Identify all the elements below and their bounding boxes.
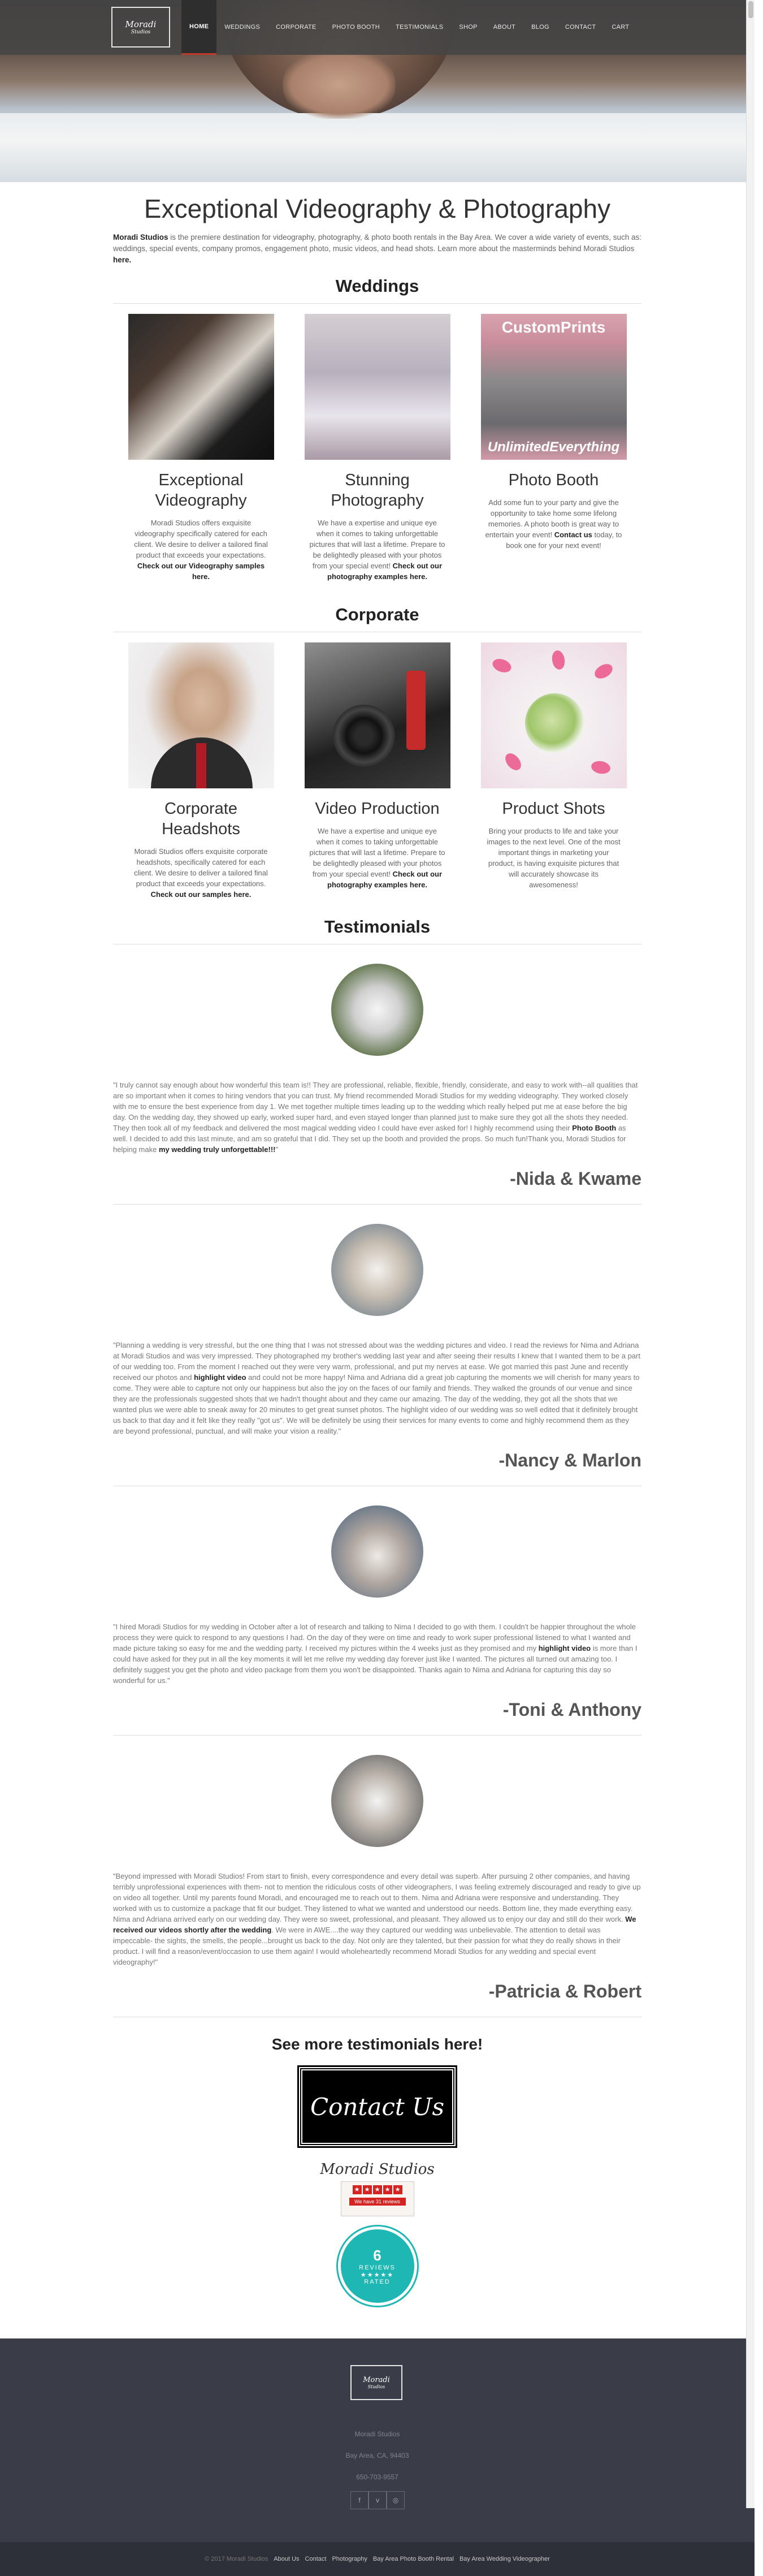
- card-text: Bring your products to life and take your images to the next level. One of the most important things in marketing your product, is having exquisite pictures that will accurately showcase its awesomeness!: [487, 827, 621, 889]
- weddings-cards: [113, 314, 641, 582]
- logo-text: Moradi: [125, 19, 157, 29]
- headshot-samples-link[interactable]: Check out our samples here.: [150, 890, 252, 899]
- hero-image-hands: [283, 51, 396, 119]
- footer-contact-info: [0, 2423, 755, 2488]
- site-logo[interactable]: [111, 7, 170, 48]
- footer-company: Moradi Studios: [354, 2430, 400, 2438]
- footer-logo-subtext: Studios: [367, 2384, 385, 2389]
- card-body-end: today, to book one for your next event!: [506, 530, 622, 550]
- footer-link-photography[interactable]: Photography: [332, 2556, 367, 2562]
- card-text: [300, 826, 455, 890]
- nav-corporate[interactable]: CORPORATE: [276, 24, 317, 31]
- testimonial-photo: [331, 964, 423, 1056]
- badge-rated: RATED: [364, 2279, 391, 2285]
- nav-home[interactable]: HOME: [181, 0, 216, 55]
- nav-testimonials[interactable]: TESTIMONIALS: [396, 24, 444, 31]
- card-product-shots: [476, 642, 631, 900]
- card-body: We have a expertise and unique eye when it comes to taking unforgettable pictures that will last a lifetime. Prepare to be delightedly pleased with your photos from your special event!: [309, 519, 445, 570]
- testimonial-photo: [331, 1755, 423, 1847]
- card-videography: [123, 314, 279, 582]
- badge-label: REVIEWS: [359, 2264, 396, 2271]
- card-photography: [300, 314, 455, 582]
- card-title: Exceptional Videography: [155, 471, 247, 510]
- yelp-review-badge[interactable]: [341, 2181, 414, 2216]
- headshot-image[interactable]: [128, 642, 274, 788]
- testimonial: [113, 1505, 641, 1736]
- intro-here-link[interactable]: here.: [113, 256, 132, 264]
- testimonial: [113, 1755, 641, 2017]
- page-title: Exceptional Videography & Photography: [144, 194, 611, 223]
- testimonial-author: -Nida & Kwame: [510, 1168, 641, 1189]
- card-body: Add some fun to your party and give the opportunity to take home some lifelong memories. A photo booth is great way to entertain your event!: [485, 498, 619, 539]
- review-logo: [113, 2161, 641, 2178]
- footer-link-videographer[interactable]: Bay Area Wedding Videographer: [459, 2556, 550, 2562]
- scrollbar-thumb[interactable]: [748, 1, 753, 18]
- testimonial-quote: "I truly cannot say enough about how wonderful this team is!! They are professional, reliable, flexible, friendly, considerate, and easy to work with--all qualities that are so important when it comes to hiring vendors that you can trust. My friend recommended Moradi Studios for my wedding videography. They worked closely with me to ensure the best experience from day 1. We met together multiple times leading up to the wedding which really helped put me at ease before the big day. On the wedding day, they showed up early, worked super hard, and even stayed longer than planned just to make sure they got all the shots they needed. They then took all of my feedback and delivered the most magical wedding video I could have ever asked for! I highly recommend using their Photo Booth as well. I decided to add this last minute, and am so grateful that I did. They set up the booth and provided the props. So much fun!Thank you, Moradi Studios for helping make my wedding truly unforgettable!!!": [113, 1081, 638, 1154]
- camera-image[interactable]: [305, 642, 450, 788]
- card-text: [300, 517, 455, 582]
- testimonial-author: -Patricia & Robert: [488, 1981, 641, 2001]
- hero-banner: [0, 0, 755, 182]
- testimonial: [113, 1224, 641, 1486]
- badge-stars-icon: ★★★★★: [360, 2272, 394, 2279]
- star-rating-icon: ★ ★ ★ ★ ★: [341, 2185, 414, 2194]
- footer-logo-text: Moradi: [363, 2376, 390, 2384]
- testimonials-heading: Testimonials: [113, 917, 641, 944]
- contact-us-button[interactable]: Contact Us: [299, 2067, 456, 2146]
- photography-examples-link[interactable]: Check out our photography examples here.: [327, 562, 443, 581]
- testimonial-photo: [331, 1505, 423, 1598]
- yelp-review-count: We have 31 reviews: [349, 2198, 406, 2206]
- card-body: We have a expertise and unique eye when it comes to taking unforgettable pictures that will last a lifetime. Prepare to be delightedly pleased with your photos from your special event!: [309, 827, 445, 878]
- testimonial-author: -Toni & Anthony: [502, 1699, 641, 1720]
- card-text: [476, 497, 631, 551]
- videography-image[interactable]: [128, 314, 274, 460]
- contact-us-link[interactable]: Contact us: [554, 530, 592, 539]
- more-testimonials-link[interactable]: See more testimonials here!: [271, 2035, 483, 2053]
- card-title: Product Shots: [502, 800, 605, 818]
- social-links: [350, 2491, 405, 2509]
- card-title: Stunning Photography: [331, 471, 424, 510]
- card-title: Photo Booth: [508, 471, 599, 489]
- logo-subtext: Studios: [131, 29, 151, 35]
- testimonial-quote: "Beyond impressed with Moradi Studios! From start to finish, every correspondence and every detail was superb. After pursuing 2 other companies, and having terribly unprofessional experiences with them- not to mention the ridiculous costs of other videographers, I was feeling extremely discouraged and ready to give up on video all together. Until my parents found Moradi, and encouraged me to reach out to them. Nima and Adriana were responsive and understanding. They worked with us to customize a package that fit our budget. They listened to what we wanted and understood our needs. Bottom line, they made everything easy. Nima and Adriana arrived early on our wedding day. They were so sweet, professional, and pleasant. They allowed us to enjoy our day and still do their work. We received our videos shortly after the wedding. We were in AWE....the way they captured our wedding was unbelievable. The attention to detail was impeccable- the sights, the smells, the people...brought us back to the day. Not only are they talented, but their passion for what they do really shows in their product. I will find a reason/event/occasion to use them again! I would wholeheartedly recommend Moradi Studios for any wedding and special event videography!": [113, 1872, 641, 1966]
- testimonial-quote: "I hired Moradi Studios for my wedding in October after a lot of research and talking to Nima I decided to go with them. I couldn't be happier throughout the whole process they were quick to respond to any questions I had. On the day of they were on time and ready to work super professional listened to what I wanted and made picture taking so easy for me and the wedding party. I received my pictures within the 4 weeks just as they promised and my highlight video is more than I could have asked for they put in all the key moments it will let me relive my wedding day forever just like I wanted. The pictures all turned out amazing too. I definitely suggest you get the photo and video package from them you won't be disappointed. Thanks again to Nima and Adriana for capturing this day so wonderful for us.": [113, 1623, 638, 1685]
- intro-brand: Moradi Studios: [113, 233, 168, 241]
- nav-blog[interactable]: BLOG: [531, 24, 549, 31]
- intro-text: [113, 232, 641, 266]
- card-photo-booth: [476, 314, 631, 582]
- footer-link-contact[interactable]: Contact: [305, 2556, 327, 2562]
- card-body: Moradi Studios offers exquisite videography specifically catered for each client. We desire to deliver a tailored final product that exceeds your expectations.: [134, 519, 268, 559]
- production-examples-link[interactable]: Check out our photography examples here.: [327, 870, 443, 889]
- card-title: Video Production: [315, 800, 440, 818]
- badge-count: 6: [373, 2247, 382, 2264]
- footer-logo[interactable]: [350, 2365, 402, 2400]
- facebook-icon[interactable]: f: [350, 2491, 369, 2509]
- nav-about[interactable]: ABOUT: [493, 24, 516, 31]
- nav-cart[interactable]: CART: [612, 24, 630, 31]
- card-body: Moradi Studios offers exquisite corporate headshots, specifically catered for each client. We desire to deliver a tailored final product that exceeds your expectations.: [134, 847, 268, 888]
- footer-phone: 650-703-9557: [356, 2473, 398, 2481]
- testimonial-author: -Nancy & Marlon: [498, 1450, 641, 1470]
- footer-link-about[interactable]: About Us: [274, 2556, 300, 2562]
- card-title: Corporate Headshots: [162, 800, 240, 838]
- copyright: © 2017 Moradi Studios: [205, 2556, 268, 2562]
- page-scrollbar[interactable]: [746, 0, 755, 2508]
- instagram-icon[interactable]: ◎: [387, 2491, 405, 2509]
- nav-photo-booth[interactable]: PHOTO BOOTH: [332, 24, 380, 31]
- nav-weddings[interactable]: WEDDINGS: [224, 24, 261, 31]
- site-footer: [0, 2338, 755, 2542]
- testimonial: [113, 964, 641, 1205]
- main-content: [113, 193, 641, 2306]
- intro-body: is the premiere destination for videography, photography, & photo booth rentals in the Bay Area. We cover a wide variety of events, such as: weddings, special events, company promos, engagement photo, music videos, and head shots. Learn more about the masterminds behind Moradi Studios: [113, 233, 641, 253]
- videography-samples-link[interactable]: Check out our Videography samples here.: [137, 562, 265, 581]
- vimeo-icon[interactable]: v: [369, 2491, 387, 2509]
- photo-booth-image[interactable]: [481, 314, 627, 460]
- main-menu: [181, 0, 637, 55]
- footer-bottom-bar: [0, 2542, 755, 2576]
- nav-contact[interactable]: CONTACT: [565, 24, 596, 31]
- photography-image[interactable]: [305, 314, 450, 460]
- hero-image-background: [0, 113, 755, 182]
- card-video-production: [300, 642, 455, 900]
- footer-link-photo-booth[interactable]: Bay Area Photo Booth Rental: [372, 2556, 454, 2562]
- booth-image-caption-bottom: UnlimitedEverything: [487, 439, 620, 455]
- nav-shop[interactable]: SHOP: [459, 24, 478, 31]
- booth-image-caption-top: CustomPrints: [501, 318, 606, 336]
- card-headshots: [123, 642, 279, 900]
- testimonial-photo: [331, 1224, 423, 1316]
- corporate-cards: [113, 642, 641, 900]
- product-image[interactable]: [481, 642, 627, 788]
- top-navigation: [0, 0, 755, 55]
- footer-location: Bay Area, CA, 94403: [345, 2452, 409, 2460]
- testimonial-quote: "Planning a wedding is very stressful, but the one thing that I was not stressed about was the wedding pictures and video. I read the reviews for Nima and Adriana at Moradi Studios and was very impressed. They photographed my brother's wedding last year and after seeing their results I knew that I wanted them to be a part of our wedding too. From the moment I reached out they were very warm, professional, and put my nerves at ease. We got married this past June and recently received our photos and highlight video and could not be more happy! Nima and Adriana did a great job capturing the moments we will cherish for many years to come. They were able to capture not only our happiness but also the joy on the faces of our family and friends. They walked the grounds of our venue and since they are the professionals suggested shots that we hadn't thought about and they came our amazing. The day of the wedding, they got all the shots that we wanted plus we were able to sneak away for 20 minutes to get great sunset photos. The highlight video of our wedding was so well edited that it definitely brought us back to that day and it felt like they really "got us". We will be definitely be using their services for many events to come and highly recommend them as they are beyond professional, punctual, and will make your vision a reality.": [113, 1341, 640, 1435]
- weddings-heading: Weddings: [113, 276, 641, 304]
- review-logo-text: Moradi Studios: [320, 2161, 435, 2178]
- corporate-heading: Corporate: [113, 605, 641, 632]
- card-text: [123, 846, 279, 900]
- weddingwire-rating-badge[interactable]: [338, 2227, 417, 2306]
- card-text: [123, 517, 279, 582]
